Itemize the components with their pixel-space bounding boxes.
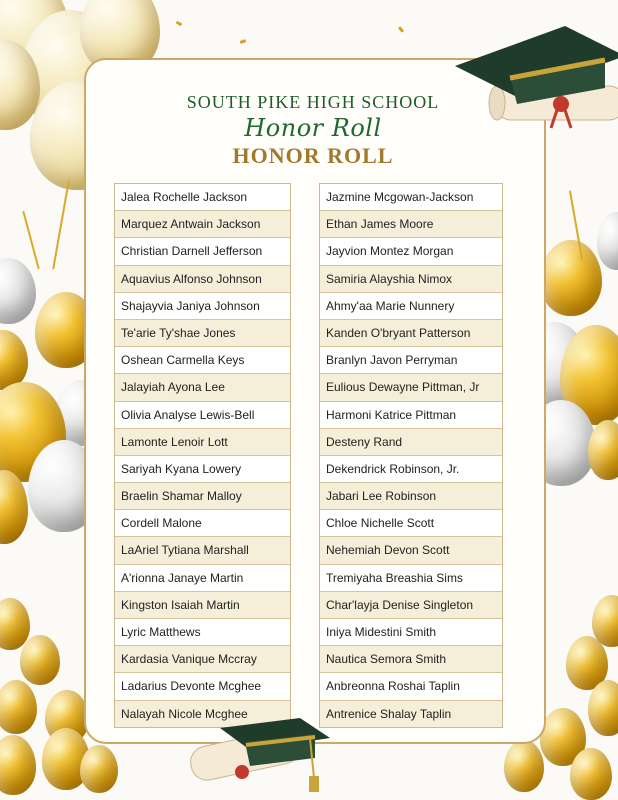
confetti: [240, 39, 247, 44]
list-item: Shajayvia Janiya Johnson: [115, 293, 290, 320]
list-item: Marquez Antwain Jackson: [115, 211, 290, 238]
balloon: [20, 635, 60, 685]
names-column-left: [114, 183, 291, 728]
list-item: Eulious Dewayne Pittman, Jr: [320, 374, 502, 401]
list-item: Sariyah Kyana Lowery: [115, 456, 290, 483]
list-item: LaAriel Tytiana Marshall: [115, 537, 290, 564]
balloon: [0, 680, 37, 734]
balloon: [0, 258, 36, 324]
list-item: Aquavius Alfonso Johnson: [115, 266, 290, 293]
balloon: [0, 330, 28, 390]
list-item: Nautica Semora Smith: [320, 646, 502, 673]
list-item: Branlyn Javon Perryman: [320, 347, 502, 374]
list-item: Kingston Isaiah Martin: [115, 592, 290, 619]
list-item: Kardasia Vanique Mccray: [115, 646, 290, 673]
list-item: Dekendrick Robinson, Jr.: [320, 456, 502, 483]
confetti: [176, 21, 183, 27]
graduation-cap-icon: [455, 16, 618, 136]
list-item: Nalayah Nicole Mcghee: [115, 701, 290, 727]
list-item: Harmoni Katrice Pittman: [320, 402, 502, 429]
balloon: [80, 745, 118, 793]
list-item: Jabari Lee Robinson: [320, 483, 502, 510]
school-name: SOUTH PIKE HIGH SCHOOL: [186, 92, 440, 112]
list-item: Jalea Rochelle Jackson: [115, 184, 290, 211]
list-item: Lyric Matthews: [115, 619, 290, 646]
list-item: Antrenice Shalay Taplin: [320, 701, 502, 727]
list-item: A'rionna Janaye Martin: [115, 565, 290, 592]
list-item: Jalayiah Ayona Lee: [115, 374, 290, 401]
balloon: [570, 748, 612, 800]
ribbon: [52, 181, 70, 270]
list-item: Tremiyaha Breashia Sims: [320, 565, 502, 592]
ribbon: [22, 211, 39, 269]
list-item: Oshean Carmella Keys: [115, 347, 290, 374]
list-item: Ethan James Moore: [320, 211, 502, 238]
balloon: [504, 740, 544, 792]
list-item: Braelin Shamar Malloy: [115, 483, 290, 510]
list-item: Lamonte Lenoir Lott: [115, 429, 290, 456]
list-item: Samiria Alayshia Nimox: [320, 266, 502, 293]
list-item: Iniya Midestini Smith: [320, 619, 502, 646]
list-item: Te'arie Ty'shae Jones: [115, 320, 290, 347]
list-item: Jazmine Mcgowan-Jackson: [320, 184, 502, 211]
list-item: Olivia Analyse Lewis-Bell: [115, 402, 290, 429]
list-item: Kanden O'bryant Patterson: [320, 320, 502, 347]
list-item: Cordell Malone: [115, 510, 290, 537]
list-item: Ladarius Devonte Mcghee: [115, 673, 290, 700]
balloon: [597, 212, 618, 270]
balloon: [540, 240, 602, 316]
list-item: Jayvion Montez Morgan: [320, 238, 502, 265]
confetti: [398, 26, 404, 33]
list-item: Anbreonna Roshai Taplin: [320, 673, 502, 700]
graduation-cap-icon: [190, 718, 340, 800]
list-item: Char'layja Denise Singleton: [320, 592, 502, 619]
list-item: Desteny Rand: [320, 429, 502, 456]
list-item: Christian Darnell Jefferson: [115, 238, 290, 265]
list-item: Nehemiah Devon Scott: [320, 537, 502, 564]
balloon: [0, 735, 36, 795]
list-item: Chloe Nichelle Scott: [320, 510, 502, 537]
names-column-right: [319, 183, 503, 728]
script-title: Honor Roll: [244, 114, 382, 142]
list-item: Ahmy'aa Marie Nunnery: [320, 293, 502, 320]
page-title: HONOR ROLL: [232, 143, 394, 168]
